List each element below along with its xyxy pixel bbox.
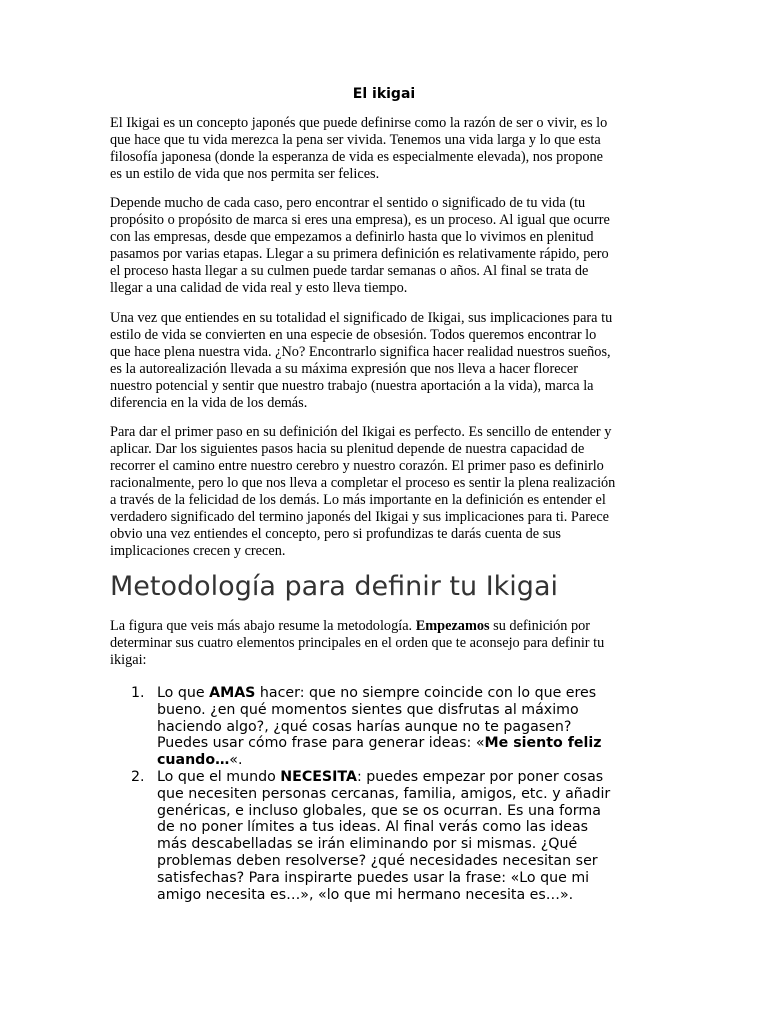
- paragraph-line: que hace que tu vida merezca la pena ser vivida. Tenemos una vida larga y lo que esta: [110, 132, 601, 148]
- list-item-line: genéricas, e incluso globales, que se os ocurran. Es una forma: [157, 802, 601, 819]
- list-item-line: [157, 752, 670, 769]
- list-item-text: «.: [229, 752, 243, 769]
- paragraph-line: con las empresas, desde que empezamos a definirlo hasta que lo vivimos en plenitud: [110, 229, 594, 245]
- paragraph-line: implicaciones crecen y crecen.: [110, 543, 286, 559]
- paragraph-line: llegar a una calidad de vida real y esto lleva tiempo.: [110, 280, 408, 296]
- list-item-line: más descabelladas se irán eliminando por si mismas. ¿Qué: [157, 836, 578, 853]
- paragraph-line: es la autorealización llevada a su máxima expresión que nos lleva a hacer florecer: [110, 361, 578, 377]
- section-heading: Metodología para definir tu Ikigai: [110, 571, 558, 602]
- paragraph-line: obvio una vez entiendes el concepto, pero si profundizas te darás cuenta de sus: [110, 526, 561, 542]
- paragraph-line: racionalmente, pero lo que nos lleva a completar el proceso es sentir la plena realización: [110, 475, 616, 491]
- list-item-text: hacer: que no siempre coincide con lo que eres: [255, 685, 597, 701]
- list-item: [110, 769, 670, 903]
- list-item-line: [157, 685, 670, 702]
- intro-text: La figura que veis más abajo resume la metodología.: [110, 618, 416, 634]
- list-item-bold-text: NECESITA: [280, 768, 357, 785]
- list-item-line: bueno. ¿en qué momentos sientes que disfrutas al máximo: [157, 701, 579, 718]
- document-title: El ikigai: [352, 86, 416, 102]
- list-item-number: 1.: [131, 685, 145, 701]
- intro-bold-text: Empezamos: [415, 618, 490, 634]
- paragraph-line: verdadero significado del termino japonés del Ikigai y sus implicaciones para ti. Parece: [110, 509, 610, 525]
- paragraph-line: que hace plena nuestra vida. ¿No? Encontrarlo significa hacer realidad nuestros sueños,: [110, 344, 611, 360]
- paragraph-line: filosofía japonesa (donde la esperanza de vida es especialmente elevada), nos propone: [110, 149, 604, 165]
- paragraph-line: es un estilo de vida que nos permita ser felices.: [110, 166, 380, 182]
- paragraph-line: diferencia en la vida de los demás.: [110, 395, 308, 411]
- paragraph-line: pasamos por varias etapas. Llegar a su primera definición es relativamente rápido, pero: [110, 246, 609, 262]
- list-item-line: amigo necesita es…», «lo que mi hermano necesita es…».: [157, 886, 574, 903]
- list-item-line: haciendo algo?, ¿qué cosas harías aunque no te pagasen?: [157, 718, 572, 735]
- paragraph-line: El Ikigai es un concepto japonés que puede definirse como la razón de ser o vivir, es lo: [110, 115, 608, 131]
- section-intro-line: ikigai:: [110, 652, 147, 668]
- list-item-line: de no poner límites a tus ideas. Al final verás como las ideas: [157, 819, 589, 836]
- paragraph-intro: [110, 115, 666, 183]
- paragraph-obsession: [110, 310, 666, 412]
- paragraph-line: nuestro potencial y sentir que nuestro trabajo (nuestra aportación a la vida), marca la: [110, 378, 594, 394]
- paragraph-line: propósito o propósito de marca si eres una empresa), es un proceso. Al igual que ocurre: [110, 212, 610, 228]
- intro-text: su definición por: [489, 618, 591, 634]
- paragraph-first-step: [110, 424, 666, 560]
- list-item: [110, 685, 670, 769]
- list-item-bold-text: AMAS: [209, 685, 256, 701]
- paragraph-line: el proceso hasta llegar a su culmen puede tardar semanas o años. Al final se trata de: [110, 263, 589, 279]
- paragraph-line: aplicar. Dar los siguientes pasos hacia su plenitud depende de nuestra capacidad de: [110, 441, 585, 457]
- paragraph-process: [110, 195, 666, 297]
- list-item-text: Lo que el mundo: [157, 768, 281, 785]
- list-item-bold-text: Me siento feliz: [484, 735, 602, 752]
- paragraph-line: Una vez que entiendes en su totalidad el significado de Ikigai, sus implicaciones para tu: [110, 310, 613, 326]
- paragraph-line: a través de la felicidad de los demás. Lo más importante en la definición es entender el: [110, 492, 606, 508]
- list-item-line: [157, 769, 670, 786]
- list-item-line: que necesiten personas cercanas, familia, amigos, etc. y añadir: [157, 785, 611, 802]
- section-intro-line: determinar sus cuatro elementos principales en el orden que te aconsejo para definir tu: [110, 635, 605, 651]
- list-item-text: : puedes empezar por poner cosas: [357, 768, 604, 785]
- list-item-line: [157, 735, 670, 752]
- list-item-text: Lo que: [157, 685, 210, 701]
- paragraph-line: Para dar el primer paso en su definición del Ikigai es perfecto. Es sencillo de entender y: [110, 424, 612, 440]
- list-item-line: satisfechas? Para inspirarte puedes usar la frase: «Lo que mi: [157, 869, 590, 886]
- section-intro-line: [110, 618, 666, 635]
- list-item-text: Puedes usar cómo frase para generar ideas: «: [157, 735, 485, 752]
- list-item-bold-text: cuando…: [157, 752, 230, 769]
- paragraph-line: Depende mucho de cada caso, pero encontrar el sentido o significado de tu vida (tu: [110, 195, 586, 211]
- paragraph-line: estilo de vida se convierten en una especie de obsesión. Todos queremos encontrar lo: [110, 327, 597, 343]
- list-item-number: 2.: [131, 768, 145, 785]
- paragraph-line: recorrer el camino entre nuestro cerebro y nuestro corazón. El primer paso es definirlo: [110, 458, 604, 474]
- methodology-steps-list: [110, 685, 670, 903]
- section-intro: [110, 618, 666, 669]
- list-item-line: problemas deben resolverse? ¿qué necesidades necesitan ser: [157, 852, 598, 869]
